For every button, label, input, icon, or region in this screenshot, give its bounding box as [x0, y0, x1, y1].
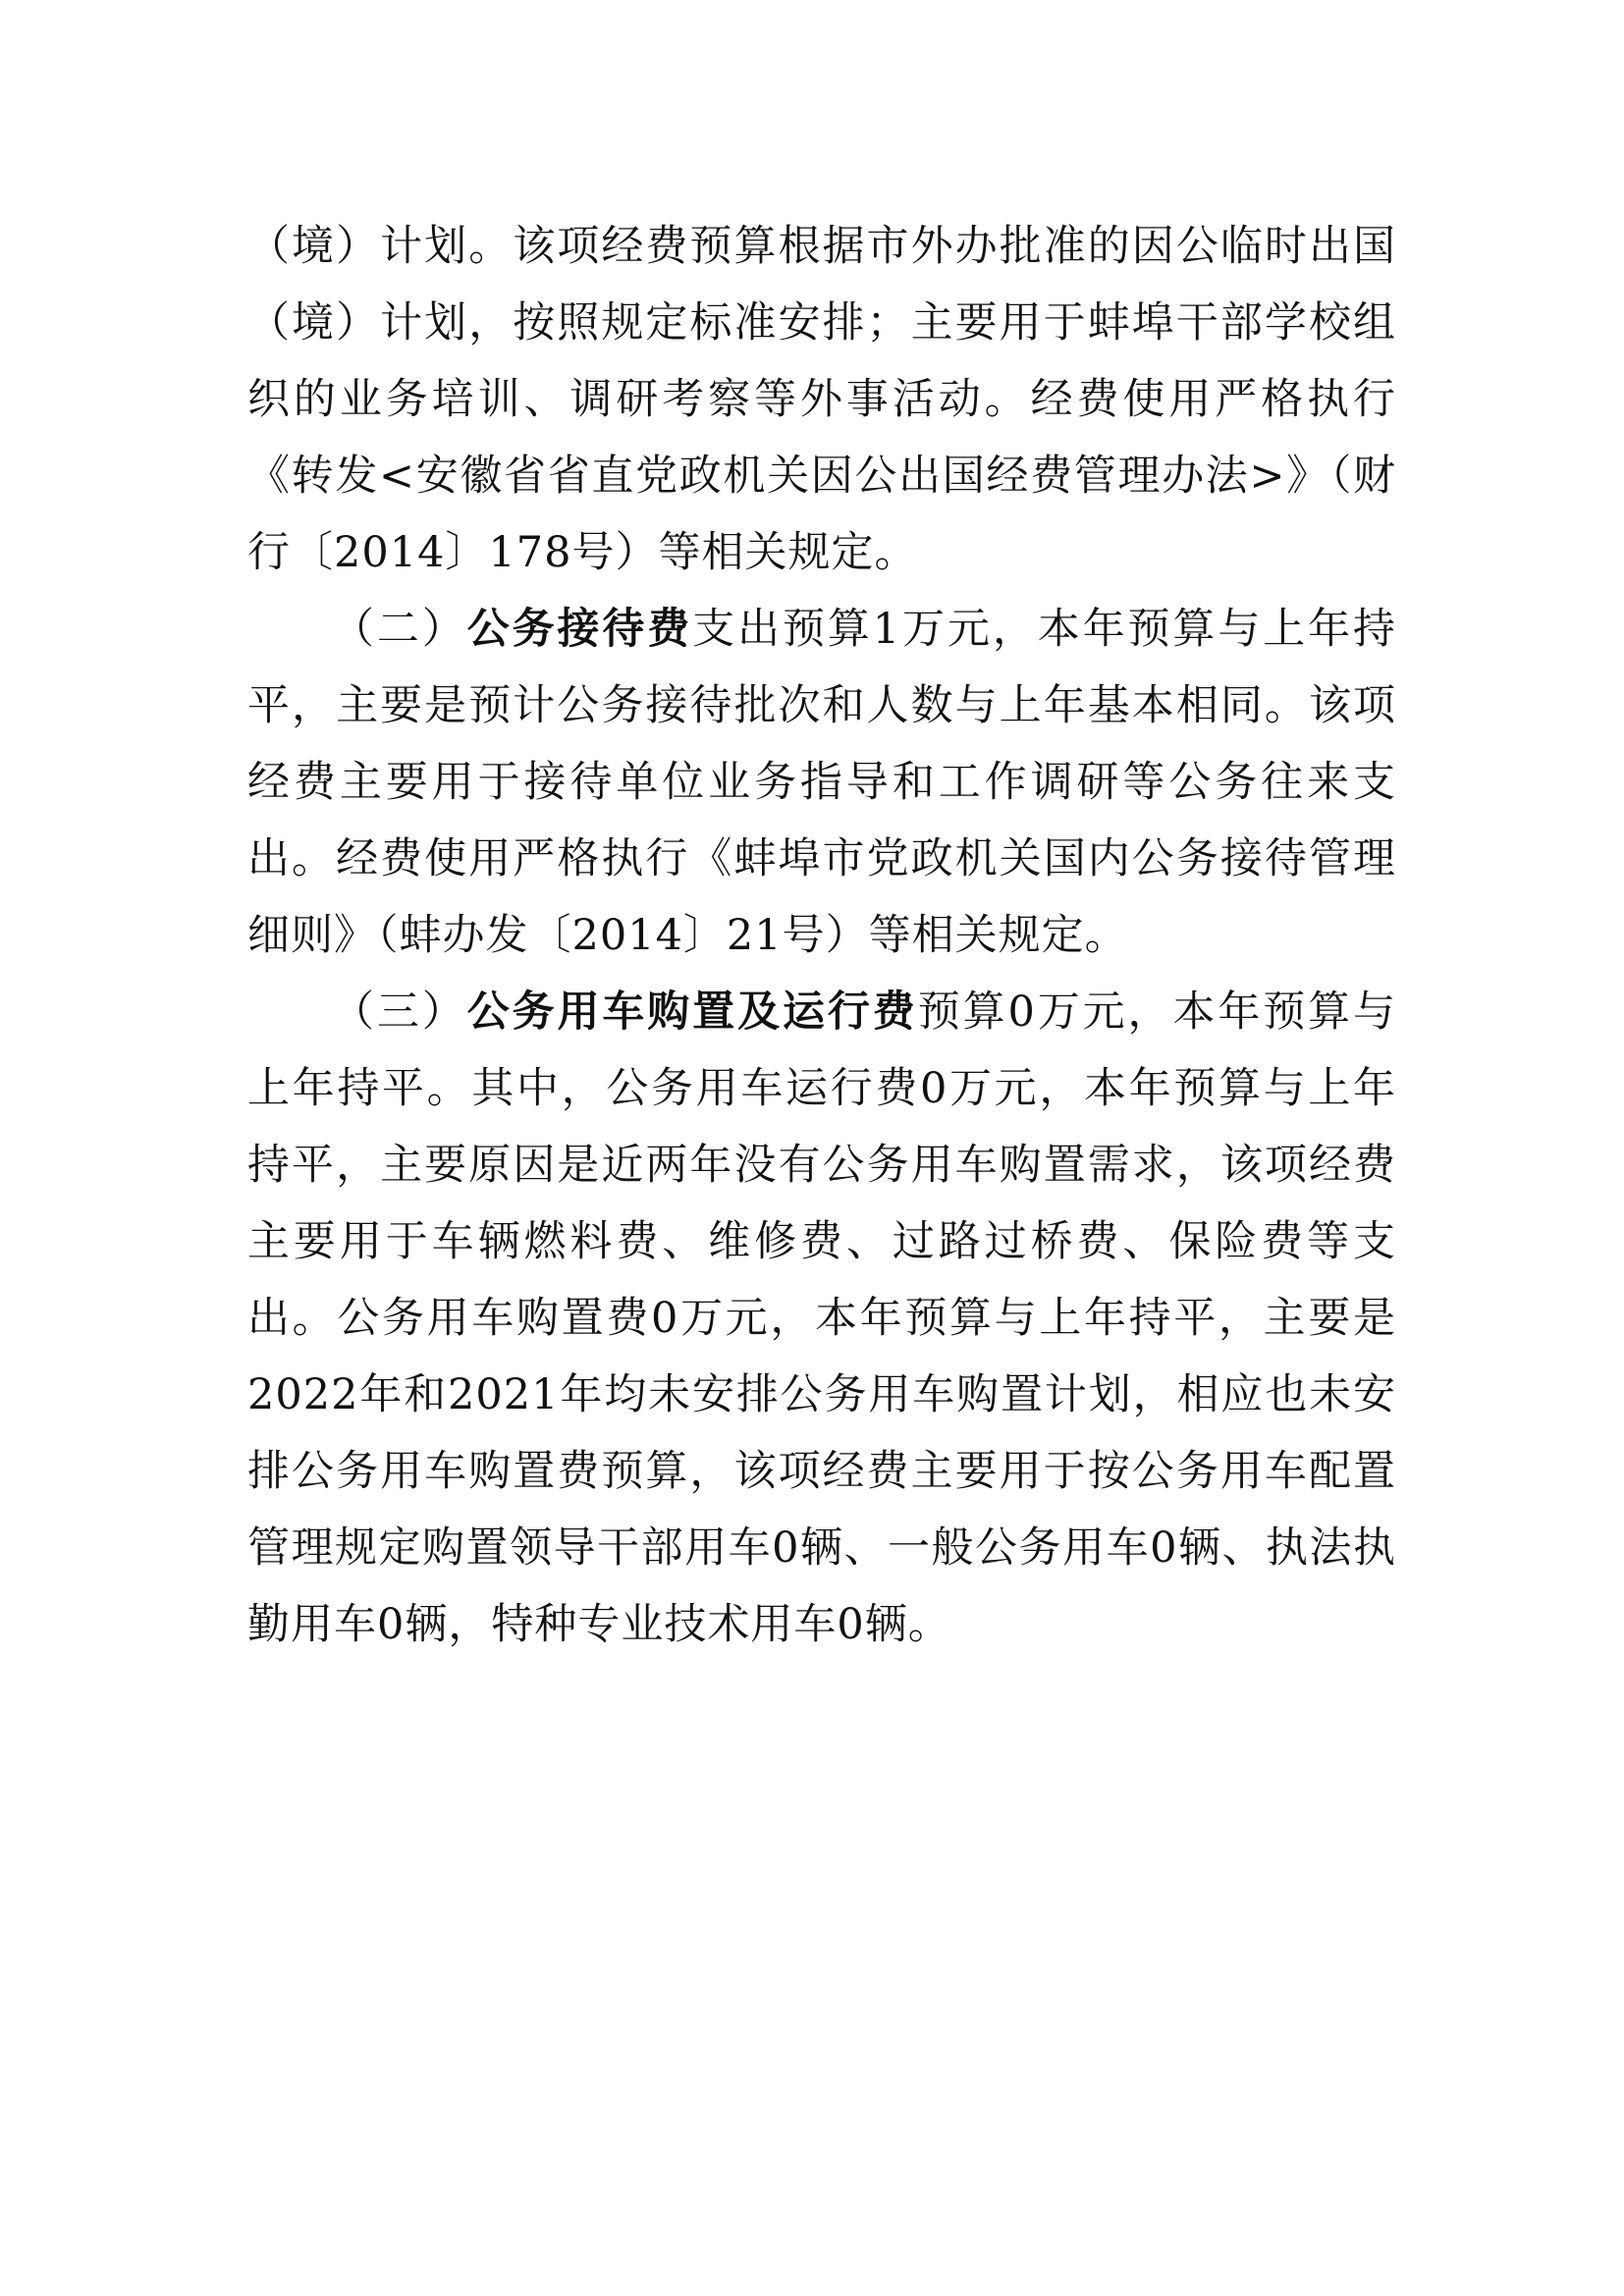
document-body: [247, 208, 1396, 1663]
section-number: （二）: [332, 605, 467, 654]
paragraph-foreign-travel-continued: [247, 208, 1396, 591]
paragraph-official-vehicles: [247, 974, 1396, 1663]
paragraph-official-reception: [247, 591, 1396, 974]
paragraph-text: 预算0万元，本年预算与上年持平。其中，公务用车运行费0万元，本年预算与上年持平，主要原因是近两年没有公务用车购置需求，该项经费主要用于车辆燃料费、维修费、过路过桥费、保险费等支出。公务用车购置费0万元，本年预算与上年持平，主要是2022年和2021年均未安排公务用车购置计划，相应也未安排公务用车购置费预算，该项经费主要用于按公务用车配置管理规定购置领导干部用车0辆、一般公务用车0辆、执法执勤用车0辆，特种专业技术用车0辆。: [247, 988, 1397, 1649]
paragraph-text: 支出预算1万元，本年预算与上年持平，主要是预计公务接待批次和人数与上年基本相同。该项经费主要用于接待单位业务指导和工作调研等公务往来支出。经费使用严格执行《蚌埠市党政机关国内公务接待管理细则》（蚌办发〔2014〕21号）等相关规定。: [247, 605, 1397, 960]
section-heading-reception: 公务接待费: [466, 605, 693, 654]
section-heading-vehicles: 公务用车购置及运行费: [466, 988, 918, 1037]
paragraph-text: （境）计划。该项经费预算根据市外办批准的因公临时出国（境）计划，按照规定标准安排；主要用于蚌埠干部学校组织的业务培训、调研考察等外事活动。经费使用严格执行《转发<安徽省省直党政机关因公出国经费管理办法>》（财行〔2014〕178号）等相关规定。: [247, 222, 1396, 577]
section-number: （三）: [332, 988, 467, 1037]
